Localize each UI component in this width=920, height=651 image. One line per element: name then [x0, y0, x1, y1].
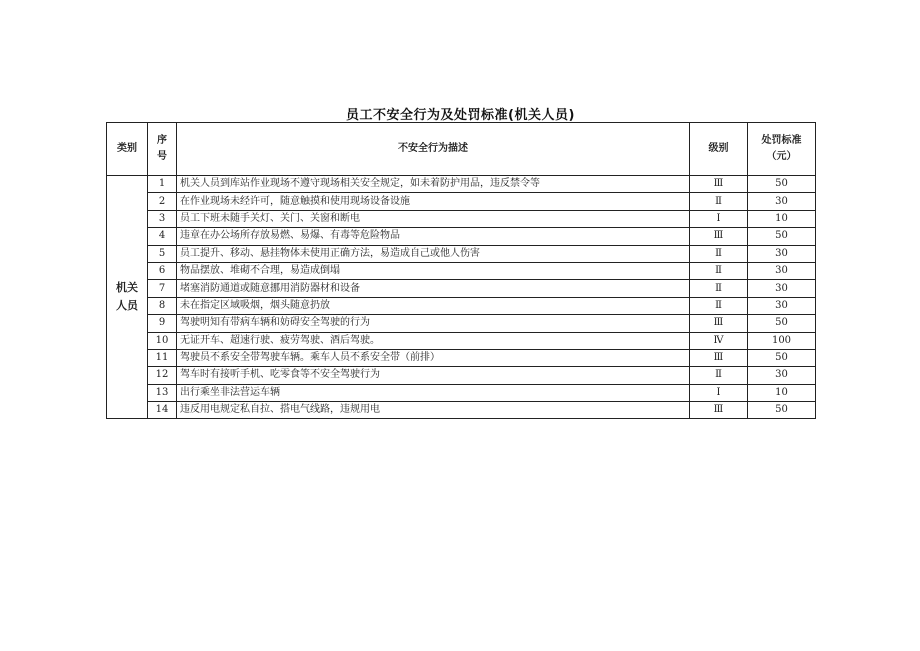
table-row [107, 193, 816, 210]
table-row [107, 262, 816, 279]
row-number: 12 [148, 367, 177, 384]
row-number: 2 [148, 193, 177, 210]
table-row [107, 297, 816, 314]
row-number: 6 [148, 262, 177, 279]
row-number: 13 [148, 384, 177, 401]
table-row [107, 402, 816, 419]
row-description: 驾驶员不系安全带驾驶车辆。乘车人员不系安全带（前排） [177, 349, 690, 366]
table-body [107, 176, 816, 419]
unsafe-behavior-table [106, 122, 816, 419]
row-number: 3 [148, 210, 177, 227]
row-penalty: 10 [748, 210, 816, 227]
row-penalty: 50 [748, 228, 816, 245]
row-description: 违反用电规定私自拉、搭电气线路，违规用电 [177, 402, 690, 419]
row-number: 4 [148, 228, 177, 245]
row-penalty: 30 [748, 262, 816, 279]
header-description: 不安全行为描述 [177, 123, 690, 176]
row-number: 5 [148, 245, 177, 262]
table-row [107, 245, 816, 262]
table-row [107, 228, 816, 245]
row-description: 未在指定区域吸烟，烟头随意扔放 [177, 297, 690, 314]
table-row [107, 176, 816, 193]
row-penalty: 50 [748, 176, 816, 193]
row-description: 无证开车、超速行驶、疲劳驾驶、酒后驾驶。 [177, 332, 690, 349]
header-penalty-line2: （元） [766, 151, 797, 162]
row-penalty: 50 [748, 315, 816, 332]
row-description: 出行乘坐非法营运车辆 [177, 384, 690, 401]
row-level: Ⅱ [690, 245, 748, 262]
row-level: Ⅱ [690, 280, 748, 297]
row-number: 14 [148, 402, 177, 419]
row-penalty: 30 [748, 367, 816, 384]
table-row [107, 349, 816, 366]
row-description: 堵塞消防通道或随意挪用消防器材和设备 [177, 280, 690, 297]
header-number [148, 123, 177, 176]
row-description: 违章在办公场所存放易燃、易爆、有毒等危险物品 [177, 228, 690, 245]
row-level: Ⅲ [690, 402, 748, 419]
row-level: Ⅲ [690, 349, 748, 366]
row-number: 7 [148, 280, 177, 297]
row-level: Ⅱ [690, 367, 748, 384]
row-level: Ⅰ [690, 384, 748, 401]
row-penalty: 100 [748, 332, 816, 349]
row-penalty: 30 [748, 297, 816, 314]
row-number: 1 [148, 176, 177, 193]
row-description: 物品摆放、堆砌不合理，易造成倒塌 [177, 262, 690, 279]
row-penalty: 30 [748, 280, 816, 297]
row-description: 机关人员到库站作业现场不遵守现场相关安全规定，如未着防护用品，违反禁令等 [177, 176, 690, 193]
category-line1: 机关 [116, 281, 138, 295]
row-description: 员工下班未随手关灯、关门、关窗和断电 [177, 210, 690, 227]
header-level: 级别 [690, 123, 748, 176]
row-description: 驾车时有接听手机、吃零食等不安全驾驶行为 [177, 367, 690, 384]
table-row [107, 210, 816, 227]
category-line2: 人员 [116, 299, 138, 313]
row-number: 9 [148, 315, 177, 332]
row-penalty: 10 [748, 384, 816, 401]
table-row [107, 384, 816, 401]
header-category: 类别 [107, 123, 148, 176]
row-level: Ⅲ [690, 315, 748, 332]
row-level: Ⅰ [690, 210, 748, 227]
row-penalty: 30 [748, 245, 816, 262]
table-row [107, 315, 816, 332]
row-description: 员工提升、移动、悬挂物体未使用正确方法，易造成自己或他人伤害 [177, 245, 690, 262]
table-row [107, 367, 816, 384]
row-penalty: 50 [748, 349, 816, 366]
row-number: 8 [148, 297, 177, 314]
row-number: 10 [148, 332, 177, 349]
table-header-row [107, 123, 816, 176]
row-level: Ⅱ [690, 297, 748, 314]
row-level: Ⅱ [690, 262, 748, 279]
row-level: Ⅳ [690, 332, 748, 349]
category-cell [107, 176, 148, 419]
row-level: Ⅲ [690, 176, 748, 193]
row-description: 驾驶明知有带病车辆和妨碍安全驾驶的行为 [177, 315, 690, 332]
table-row [107, 332, 816, 349]
row-penalty: 50 [748, 402, 816, 419]
table-row [107, 280, 816, 297]
row-level: Ⅱ [690, 193, 748, 210]
header-number-line1: 序 [157, 135, 167, 146]
row-description: 在作业现场未经许可，随意触摸和使用现场设备设施 [177, 193, 690, 210]
header-number-line2: 号 [157, 151, 167, 162]
header-penalty-line1: 处罚标准 [761, 135, 802, 146]
row-number: 11 [148, 349, 177, 366]
row-penalty: 30 [748, 193, 816, 210]
document-title: 员工不安全行为及处罚标准(机关人员) [346, 108, 575, 123]
row-level: Ⅲ [690, 228, 748, 245]
header-penalty [748, 123, 816, 176]
